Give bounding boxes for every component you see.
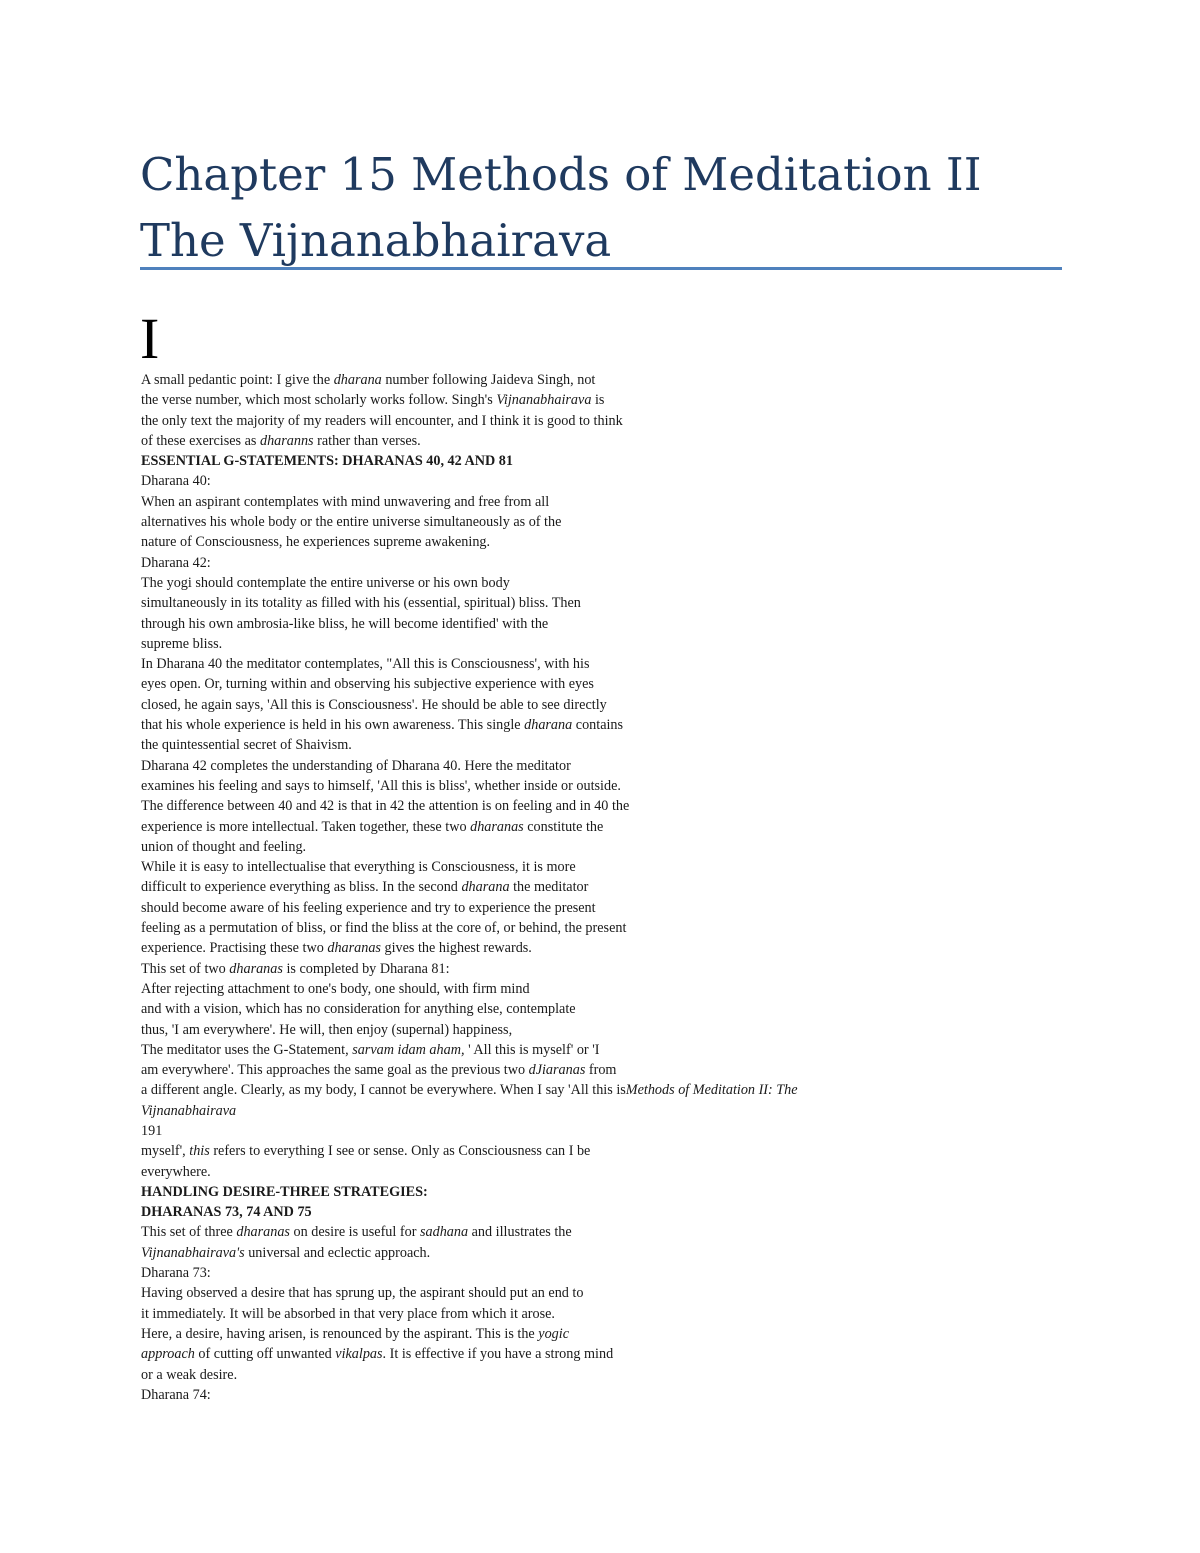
text-segment: This set of two bbox=[141, 960, 230, 977]
text-segment: on desire is useful for bbox=[289, 1224, 420, 1241]
text-line bbox=[141, 735, 1041, 755]
text-segment: Vijnanabhairava bbox=[496, 392, 592, 409]
text-line bbox=[141, 959, 1041, 979]
text-segment: that his whole experience is held in his own awareness. This single bbox=[141, 717, 525, 734]
text-segment: This set of three bbox=[141, 1224, 237, 1241]
section-numeral: I bbox=[140, 306, 160, 371]
text-line bbox=[141, 614, 1041, 634]
text-segment: contains bbox=[572, 717, 624, 734]
text-segment: union of thought and feeling. bbox=[141, 838, 307, 855]
text-segment: refers to everything I see or sense. Only as Consciousness can I be bbox=[209, 1143, 591, 1160]
text-segment: universal and eclectic approach. bbox=[244, 1244, 431, 1261]
text-segment: 191 bbox=[141, 1122, 163, 1139]
text-segment: Here, a desire, having arisen, is renounced by the aspirant. This is the bbox=[141, 1325, 539, 1342]
text-segment: it immediately. It will be absorbed in that very place from which it arose. bbox=[141, 1305, 555, 1322]
text-segment: constitute the bbox=[523, 818, 604, 835]
text-segment: . It is effective if you have a strong mind bbox=[382, 1346, 614, 1363]
text-segment: the quintessential secret of Shaivism. bbox=[141, 737, 352, 754]
text-line bbox=[141, 837, 1041, 857]
text-line bbox=[141, 654, 1041, 674]
text-segment: approach bbox=[141, 1346, 195, 1363]
text-line bbox=[141, 674, 1041, 694]
text-segment: the only text the majority of my readers will encounter, and I think it is good to think bbox=[141, 412, 623, 429]
text-segment: ' All this is myself' or 'I bbox=[464, 1041, 600, 1058]
text-line bbox=[141, 857, 1041, 877]
text-line bbox=[141, 593, 1041, 613]
text-segment: Methods of Meditation II: The bbox=[625, 1082, 798, 1099]
text-line bbox=[141, 776, 1041, 796]
text-line bbox=[141, 451, 1041, 471]
text-segment: myself', bbox=[141, 1143, 190, 1160]
text-segment: this bbox=[189, 1143, 210, 1160]
text-segment: When an aspirant contemplates with mind unwavering and free from all bbox=[141, 493, 550, 510]
chapter-title: Chapter 15 Methods of Meditation II The Vijnanabhairava bbox=[140, 148, 982, 267]
text-line bbox=[141, 573, 1041, 593]
text-segment: In Dharana 40 the meditator contemplates, "All this is Consciousness', with his bbox=[141, 656, 590, 673]
text-line bbox=[141, 370, 1041, 390]
text-segment: or a weak desire. bbox=[141, 1366, 238, 1383]
text-segment: Dharana 74: bbox=[141, 1386, 211, 1403]
text-segment: the verse number, which most scholarly works follow. Singh's bbox=[141, 392, 497, 409]
text-segment: A small pedantic point: I give the bbox=[141, 372, 334, 388]
text-segment: Dharana 73: bbox=[141, 1265, 211, 1282]
text-line bbox=[141, 1263, 1041, 1283]
text-line bbox=[141, 492, 1041, 512]
text-segment: simultaneously in its totality as filled with his (essential, spiritual) bliss. Then bbox=[141, 595, 581, 612]
text-line bbox=[141, 1162, 1041, 1182]
text-segment: dharanas bbox=[470, 818, 524, 835]
text-line bbox=[141, 1040, 1041, 1060]
text-segment: The difference between 40 and 42 is that in 42 the attention is on feeling and in 40 the bbox=[141, 798, 630, 815]
text-line bbox=[141, 1365, 1041, 1385]
text-segment: The meditator uses the G-Statement, bbox=[141, 1041, 353, 1058]
text-line bbox=[141, 634, 1041, 654]
text-line bbox=[141, 411, 1041, 431]
text-segment: a different angle. Clearly, as my body, I cannot be everywhere. When I say 'All this is bbox=[141, 1082, 626, 1099]
text-line bbox=[141, 877, 1041, 897]
text-segment: dharana bbox=[461, 879, 510, 896]
text-segment: am everywhere'. This approaches the same goal as the previous two bbox=[141, 1062, 529, 1079]
text-line bbox=[141, 817, 1041, 837]
text-line bbox=[141, 715, 1041, 735]
text-segment: from bbox=[585, 1062, 617, 1079]
text-segment: dharanas bbox=[236, 1224, 290, 1241]
text-line bbox=[141, 1283, 1041, 1303]
text-line bbox=[141, 796, 1041, 816]
text-segment: through his own ambrosia-like bliss, he will become identified' with the bbox=[141, 615, 549, 632]
text-line bbox=[141, 1243, 1041, 1263]
text-line bbox=[141, 979, 1041, 999]
text-line bbox=[141, 1182, 1041, 1202]
text-segment: sadhana bbox=[419, 1224, 469, 1241]
text-segment: dharana bbox=[333, 372, 382, 388]
text-line bbox=[141, 1141, 1041, 1161]
text-segment: number following Jaideva Singh, not bbox=[381, 372, 596, 388]
text-segment: dJiaranas bbox=[528, 1062, 586, 1079]
text-line bbox=[141, 898, 1041, 918]
text-segment: dharanas bbox=[327, 940, 381, 957]
text-segment: Vijnanabhairava's bbox=[141, 1244, 245, 1261]
text-segment: is completed by Dharana 81: bbox=[282, 960, 450, 977]
text-segment: closed, he again says, 'All this is Consciousness'. He should be able to see directly bbox=[141, 696, 607, 713]
text-segment: experience is more intellectual. Taken together, these two bbox=[141, 818, 471, 835]
text-line bbox=[141, 1101, 1041, 1121]
text-line bbox=[141, 1344, 1041, 1364]
text-line bbox=[141, 1324, 1041, 1344]
text-line bbox=[141, 938, 1041, 958]
text-line bbox=[141, 695, 1041, 715]
text-line bbox=[141, 1304, 1041, 1324]
text-segment: dharanas bbox=[229, 960, 283, 977]
text-segment: the meditator bbox=[509, 879, 589, 896]
text-line bbox=[141, 1385, 1041, 1405]
text-segment: experience. Practising these two bbox=[141, 940, 328, 957]
text-segment: ESSENTIAL G-STATEMENTS: DHARANAS 40, 42 AND 81 bbox=[141, 453, 513, 470]
text-segment: difficult to experience everything as bliss. In the second bbox=[141, 879, 462, 896]
text-line bbox=[141, 390, 1041, 410]
text-segment: thus, 'I am everywhere'. He will, then enjoy (supernal) happiness, bbox=[141, 1021, 513, 1038]
text-line bbox=[141, 512, 1041, 532]
text-segment: gives the highest rewards. bbox=[380, 940, 532, 957]
text-segment: While it is easy to intellectualise that everything is Consciousness, it is more bbox=[141, 859, 576, 876]
text-segment: rather than verses. bbox=[313, 432, 421, 449]
text-segment: nature of Consciousness, he experiences supreme awakening. bbox=[141, 534, 491, 551]
text-segment: of these exercises as bbox=[141, 432, 260, 449]
text-line bbox=[141, 918, 1041, 938]
text-line bbox=[141, 471, 1041, 491]
text-line bbox=[141, 1202, 1041, 1222]
text-segment: vikalpas bbox=[335, 1346, 383, 1363]
text-segment: Vijnanabhairava bbox=[141, 1102, 237, 1119]
text-segment: HANDLING DESIRE-THREE STRATEGIES: bbox=[141, 1183, 428, 1200]
text-line bbox=[141, 532, 1041, 552]
text-line bbox=[141, 431, 1041, 451]
text-segment: The yogi should contemplate the entire universe or his own body bbox=[141, 574, 510, 591]
text-segment: and illustrates the bbox=[468, 1224, 572, 1241]
text-line bbox=[141, 1080, 1041, 1100]
text-line bbox=[141, 1060, 1041, 1080]
text-segment: alternatives his whole body or the entire universe simultaneously as of the bbox=[141, 514, 562, 531]
text-line bbox=[141, 999, 1041, 1019]
text-line bbox=[141, 1020, 1041, 1040]
text-segment: everywhere. bbox=[141, 1163, 211, 1180]
text-segment: Dharana 42: bbox=[141, 554, 211, 571]
text-segment: dharana bbox=[524, 717, 573, 734]
text-segment: DHARANAS 73, 74 AND 75 bbox=[141, 1204, 312, 1221]
text-line bbox=[141, 553, 1041, 573]
text-segment: examines his feeling and says to himself, 'All this is bliss', whether inside or outside. bbox=[141, 777, 621, 794]
text-segment: is bbox=[591, 392, 605, 409]
text-segment: supreme bliss. bbox=[141, 635, 223, 652]
body-text bbox=[141, 370, 1041, 1405]
text-segment: of cutting off unwanted bbox=[194, 1346, 336, 1363]
text-segment: sarvam idam aham, bbox=[352, 1041, 465, 1058]
text-line bbox=[141, 1121, 1041, 1141]
text-segment: Having observed a desire that has sprung up, the aspirant should put an end to bbox=[141, 1285, 584, 1302]
text-segment: Dharana 42 completes the understanding of Dharana 40. Here the meditator bbox=[141, 757, 571, 774]
text-segment: eyes open. Or, turning within and observing his subjective experience with eyes bbox=[141, 676, 594, 693]
text-segment: and with a vision, which has no consideration for anything else, contemplate bbox=[141, 1001, 576, 1018]
text-segment: should become aware of his feeling experience and try to experience the present bbox=[141, 899, 596, 916]
text-line bbox=[141, 756, 1041, 776]
text-line bbox=[141, 1222, 1041, 1242]
text-segment: dharanns bbox=[259, 432, 314, 449]
text-segment: After rejecting attachment to one's body, one should, with firm mind bbox=[141, 980, 530, 997]
text-segment: Dharana 40: bbox=[141, 473, 211, 490]
text-segment: feeling as a permutation of bliss, or find the bliss at the core of, or behind, the present bbox=[141, 920, 627, 937]
title-underline bbox=[140, 267, 1062, 270]
text-segment: yogic bbox=[538, 1325, 569, 1342]
